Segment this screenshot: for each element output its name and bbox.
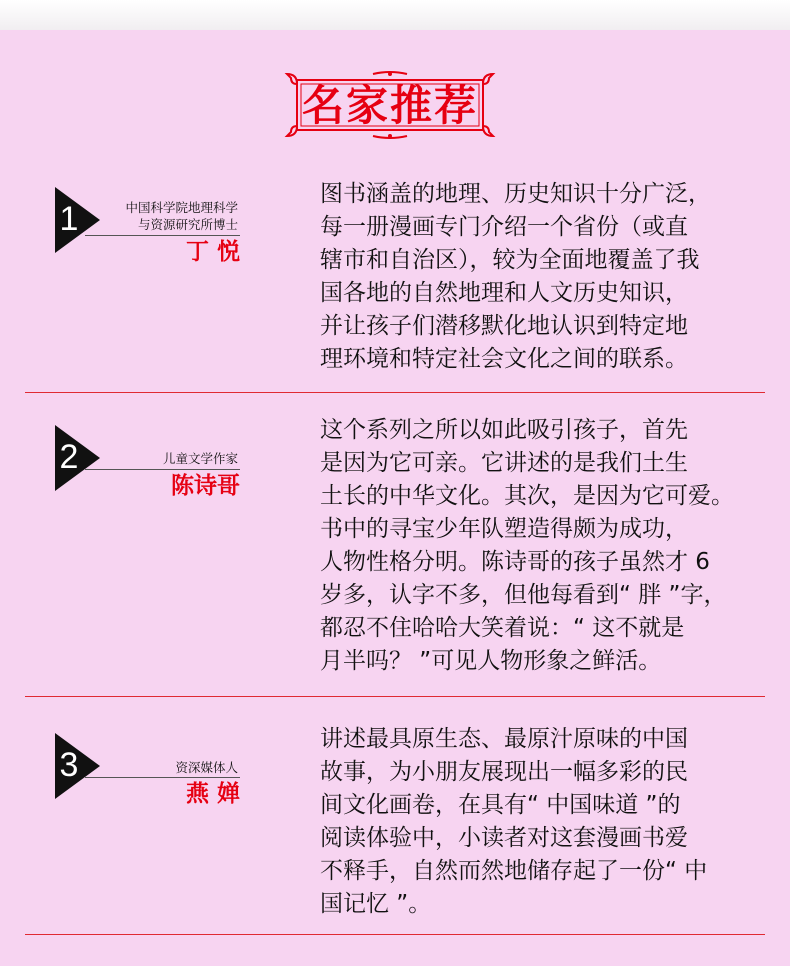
recommender-title-line: 与资源研究所博士 (137, 217, 238, 232)
entry-number: 2 (59, 438, 79, 476)
text-line: 都忍不住哈哈大笑着说：“ 这不就是 (320, 615, 685, 641)
text-line: 土长的中华文化。其次，是因为它可爱。 (320, 483, 734, 509)
text-line: 是因为它可亲。它讲述的是我们土生 (320, 450, 688, 476)
title-underline (85, 777, 240, 778)
recommender-name: 陈诗哥 (171, 473, 240, 499)
text-line: 岁多，认字不多，但他每看到“ 胖 ”字， (320, 582, 727, 608)
text-line: 故事，为小朋友展现出一幅多彩的民 (320, 759, 688, 785)
entry-number: 3 (59, 746, 79, 784)
recommender-title-line: 中国科学院地理科学 (125, 200, 238, 215)
section-divider (25, 392, 765, 393)
section-divider (25, 934, 765, 935)
text-line: 理环境和特定社会文化之间的联系。 (320, 346, 688, 372)
recommendation-text (320, 178, 730, 376)
text-line: 间文化画卷，在具有“ 中国味道 ”的 (320, 792, 681, 818)
text-line: 讲述最具原生态、最原汁原味的中国 (320, 726, 688, 752)
number-marker (55, 187, 100, 253)
number-marker (55, 733, 100, 799)
text-line: 国各地的自然地理和人文历史知识， (320, 280, 688, 306)
number-marker (55, 425, 100, 491)
recommendation-text (320, 723, 730, 921)
text-line: 这个系列之所以如此吸引孩子，首先 (320, 417, 688, 443)
section-divider (25, 696, 765, 697)
recommender-title-line: 资深媒体人 (175, 760, 238, 775)
text-line: 人物性格分明。陈诗哥的孩子虽然才 6 (320, 549, 710, 575)
recommendation-text (320, 414, 734, 678)
text-line: 辖市和自治区），较为全面地覆盖了我 (320, 247, 700, 273)
text-line: 图书涵盖的地理、历史知识十分广泛， (320, 181, 711, 207)
section-heading (283, 70, 497, 140)
recommender-name: 燕 婵 (185, 781, 240, 807)
text-line: 阅读体验中，小读者对这套漫画书爱 (320, 825, 688, 851)
recommender-title-line: 儿童文学作家 (162, 451, 238, 466)
text-line: 并让孩子们潜移默化地认识到特定地 (320, 313, 688, 339)
entry-number: 1 (59, 200, 79, 238)
title-underline (85, 235, 240, 236)
text-line: 国记忆 ”。 (320, 891, 432, 917)
recommender-name: 丁 悦 (185, 239, 240, 265)
text-line: 月半吗？ ”可见人物形象之鲜活。 (320, 648, 662, 674)
title-underline (85, 469, 240, 470)
text-line: 书中的寻宝少年队塑造得颇为成功， (320, 516, 688, 542)
page-title: 名家推荐 (301, 81, 478, 130)
text-line: 每一册漫画专门介绍一个省份（或直 (320, 214, 688, 240)
top-strip (0, 0, 790, 30)
text-line: 不释手，自然而然地储存起了一份“ 中 (320, 858, 708, 884)
